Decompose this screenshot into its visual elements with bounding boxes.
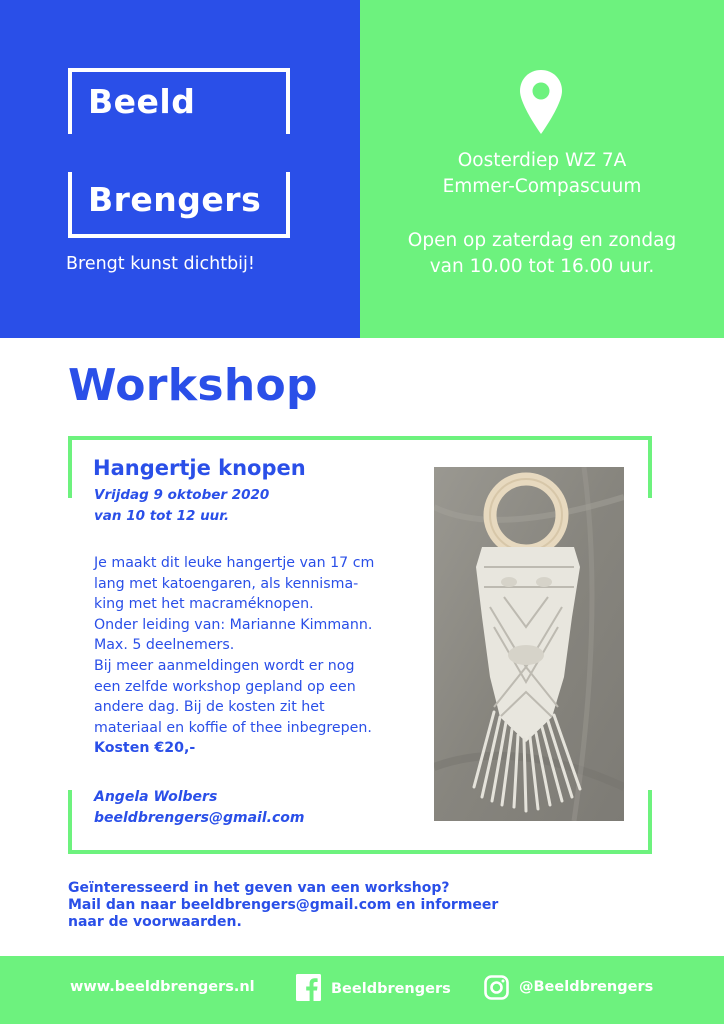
instagram-icon[interactable] [484,975,509,1000]
description-line: Je maakt dit leuke hangertje van 17 cm [94,555,375,571]
brand-panel [0,0,360,338]
facebook-icon[interactable] [296,974,321,1001]
opening-days: Open op zaterdag en zondag [407,230,677,251]
address-street: Oosterdiep WZ 7A [457,150,627,171]
cta-line: Geïnteresseerd in het geven van een workshop? [68,880,450,896]
description-line: king met het macraméknopen. [94,596,314,613]
description-line: een zelfde workshop gepland op een [94,678,356,695]
map-pin-icon [518,68,564,136]
facebook-handle[interactable]: Beeldbrengers [331,981,451,997]
workshop-cost: Kosten €20,- [94,740,196,757]
logo-word-brengers: Brengers [88,180,262,219]
logo-word-beeld: Beeld [88,82,196,121]
description-line: Bij meer aanmeldingen wordt er nog [94,657,355,674]
contact-name: Angela Wolbers [94,789,218,805]
cta-line: Mail dan naar beeldbrengers@gmail.com en informeer [68,897,499,913]
website-link[interactable]: www.beeldbrengers.nl [70,979,255,995]
description-line: andere dag. Bij de kosten zit het [94,699,325,716]
workshop-time: van 10 tot 12 uur. [94,508,230,524]
description-line: lang met katoengaren, als kennisma- [94,575,359,592]
opening-hours: van 10.00 tot 16.00 uur. [429,256,655,277]
tagline: Brengt kunst dichtbij! [66,254,255,274]
contact-email[interactable]: beeldbrengers@gmail.com [94,810,305,826]
workshop-description [94,553,374,759]
description-line: Onder leiding van: Marianne Kimmann. [94,616,373,633]
address-city: Emmer-Compascuum [442,176,642,197]
description-line: materiaal en koffie of thee inbegrepen. [94,719,372,736]
workshop-title: Hangertje knopen [93,456,306,480]
description-line: Max. 5 deelnemers. [94,637,235,654]
macrame-hanger-photo [434,467,624,821]
cta-line: naar de voorwaarden. [68,914,242,930]
workshop-date: Vrijdag 9 oktober 2020 [94,487,270,503]
page-title: Workshop [68,360,318,411]
instagram-handle[interactable]: @Beeldbrengers [519,979,654,995]
